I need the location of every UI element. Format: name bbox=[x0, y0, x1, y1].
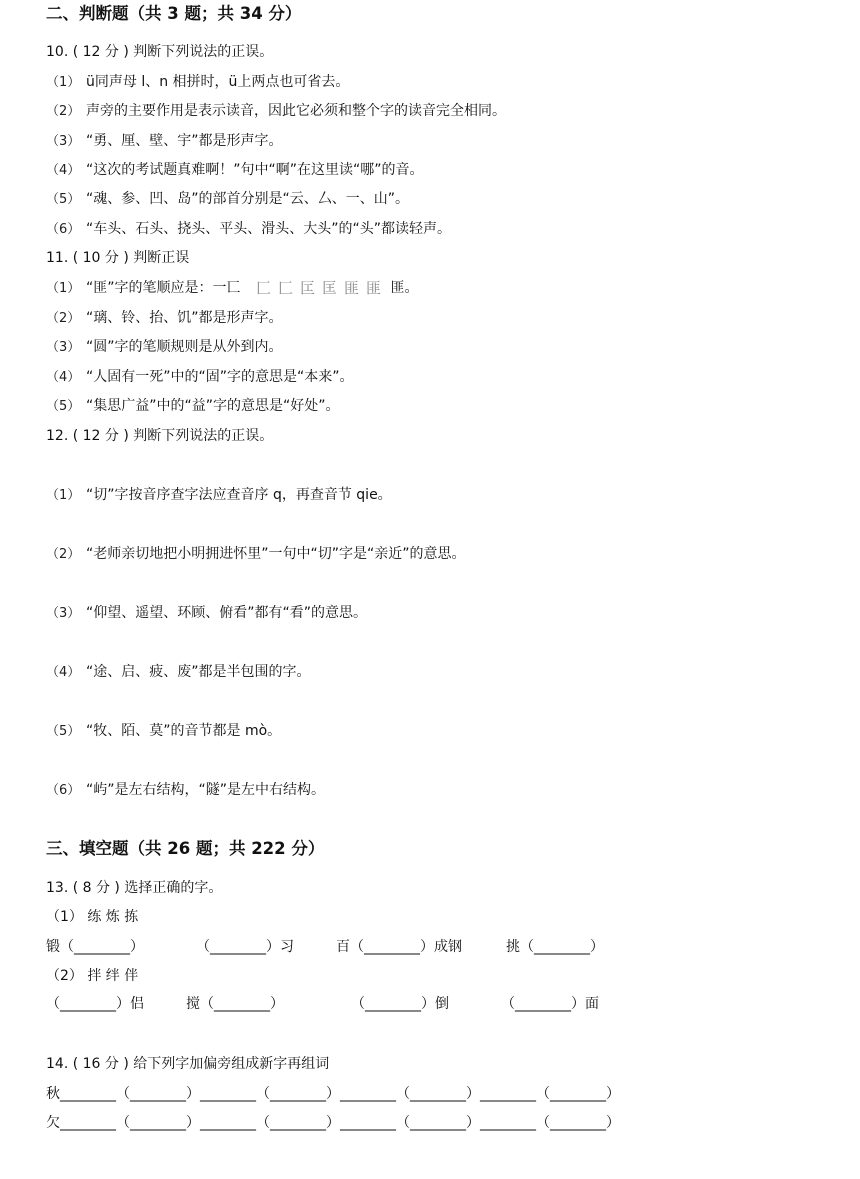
item-text: “勇、厘、壁、宇”都是形声字。 bbox=[86, 133, 283, 149]
stroke-step: 匡 bbox=[322, 279, 338, 297]
item-number: （5） bbox=[46, 399, 81, 414]
stroke-step: 匚 bbox=[256, 279, 272, 297]
stroke-step: 匚 bbox=[278, 279, 294, 297]
item-text: “匪”字的笔顺应是：一匸 bbox=[86, 280, 241, 296]
question-10-head: 10. ( 12 分 ) 判断下列说法的正误。 bbox=[46, 44, 274, 60]
q10-item-1 bbox=[46, 72, 349, 93]
fill-blank[interactable]: 百（________）成钢 bbox=[336, 939, 462, 955]
q12-item-3 bbox=[46, 603, 367, 624]
item-text: “老师亲切地把小明拥进怀里”一句中“切”字是“亲近”的意思。 bbox=[86, 546, 466, 562]
q11-item-2 bbox=[46, 308, 283, 329]
item-number: （6） bbox=[46, 783, 81, 798]
item-text: “牧、陌、莫”的音节都是 mò。 bbox=[86, 723, 282, 739]
item-number: （5） bbox=[46, 192, 81, 207]
q12-item-2 bbox=[46, 544, 466, 565]
fill-blank[interactable]: （________）倒 bbox=[351, 996, 449, 1012]
q14-row-1[interactable]: 秋________（________）________（________）________（________）________（________） bbox=[46, 1086, 620, 1102]
q11-item-4 bbox=[46, 367, 354, 388]
q13-sub2-row bbox=[46, 994, 599, 1014]
item-number: （1） bbox=[46, 488, 81, 503]
item-text: “集思广益”中的“益”字的意思是“好处”。 bbox=[86, 398, 340, 414]
fill-blank[interactable]: （________）面 bbox=[501, 996, 599, 1012]
stroke-step: 匪 bbox=[366, 279, 382, 297]
item-number: （2） bbox=[46, 104, 81, 119]
q14-row-2[interactable]: 欠________（________）________（________）________（________）________（________） bbox=[46, 1115, 620, 1131]
item-number: （5） bbox=[46, 724, 81, 739]
q10-item-2 bbox=[46, 101, 506, 122]
item-text: ü同声母 l、n 相拼时，ü上两点也可省去。 bbox=[86, 74, 350, 90]
q10-item-4 bbox=[46, 160, 424, 181]
item-number: （4） bbox=[46, 665, 81, 680]
item-text: “切”字按音序查字法应查音序 q，再查音节 qie。 bbox=[86, 487, 392, 503]
fill-blank[interactable]: （________）侣 bbox=[46, 996, 144, 1012]
item-number: （1） bbox=[46, 281, 81, 296]
item-text-end: 匪。 bbox=[390, 280, 419, 296]
item-text: “车头、石头、挠头、平头、滑头、大头”的“头”都读轻声。 bbox=[86, 221, 452, 237]
question-11-head: 11. ( 10 分 ) 判断正误 bbox=[46, 250, 190, 266]
section-title-judge: 二、判断题（共 3 题；共 34 分） bbox=[46, 4, 302, 23]
stroke-order-image bbox=[255, 279, 385, 297]
fill-blank[interactable]: （________）习 bbox=[196, 939, 294, 955]
stroke-step: 匞 bbox=[300, 279, 316, 297]
q13-sub1-row bbox=[46, 937, 604, 957]
question-12-head: 12. ( 12 分 ) 判断下列说法的正误。 bbox=[46, 428, 274, 444]
q12-item-6 bbox=[46, 780, 325, 801]
item-text: “途、启、疲、废”都是半包围的字。 bbox=[86, 664, 311, 680]
fill-blank[interactable]: 搅（________） bbox=[186, 996, 284, 1012]
item-number: （3） bbox=[46, 134, 81, 149]
q12-item-4 bbox=[46, 662, 311, 683]
item-text: “璃、铃、抬、饥”都是形声字。 bbox=[86, 310, 283, 326]
q10-item-6 bbox=[46, 219, 451, 240]
q13-sub1-label: （1） 练 炼 拣 bbox=[46, 909, 139, 925]
item-number: （3） bbox=[46, 606, 81, 621]
item-number: （2） bbox=[46, 547, 81, 562]
q13-sub2-label: （2） 拌 绊 伴 bbox=[46, 968, 139, 984]
section-title-fill: 三、填空题（共 26 题；共 222 分） bbox=[46, 839, 325, 858]
item-number: （2） bbox=[46, 311, 81, 326]
q11-item-3 bbox=[46, 337, 283, 358]
item-number: （4） bbox=[46, 163, 81, 178]
q10-item-3 bbox=[46, 131, 283, 152]
fill-blank[interactable]: 挑（________） bbox=[506, 939, 604, 955]
q12-item-5 bbox=[46, 721, 281, 742]
q12-item-1 bbox=[46, 485, 392, 506]
question-13-head: 13. ( 8 分 ) 选择正确的字。 bbox=[46, 880, 223, 896]
item-text: “魂、参、凹、岛”的部首分别是“云、厶、一、山”。 bbox=[86, 191, 410, 207]
item-text: “仰望、遥望、环顾、俯看”都有“看”的意思。 bbox=[86, 605, 368, 621]
item-text: “这次的考试题真难啊！”句中“啊”在这里读“哪”的音。 bbox=[86, 162, 424, 178]
q11-item-1 bbox=[46, 278, 419, 299]
fill-blank[interactable]: 锻（________） bbox=[46, 939, 144, 955]
stroke-step: 匪 bbox=[344, 279, 360, 297]
item-text: “屿”是左右结构，“隧”是左中右结构。 bbox=[86, 782, 326, 798]
item-text: “人固有一死”中的“固”字的意思是“本来”。 bbox=[86, 369, 354, 385]
item-number: （3） bbox=[46, 340, 81, 355]
q10-item-5 bbox=[46, 189, 409, 210]
item-number: （1） bbox=[46, 75, 81, 90]
item-text: “圆”字的笔顺规则是从外到内。 bbox=[86, 339, 283, 355]
item-number: （4） bbox=[46, 370, 81, 385]
item-text: 声旁的主要作用是表示读音，因此它必须和整个字的读音完全相同。 bbox=[86, 103, 506, 119]
q11-item-5 bbox=[46, 396, 340, 417]
question-14-head: 14. ( 16 分 ) 给下列字加偏旁组成新字再组词 bbox=[46, 1056, 330, 1072]
item-number: （6） bbox=[46, 222, 81, 237]
